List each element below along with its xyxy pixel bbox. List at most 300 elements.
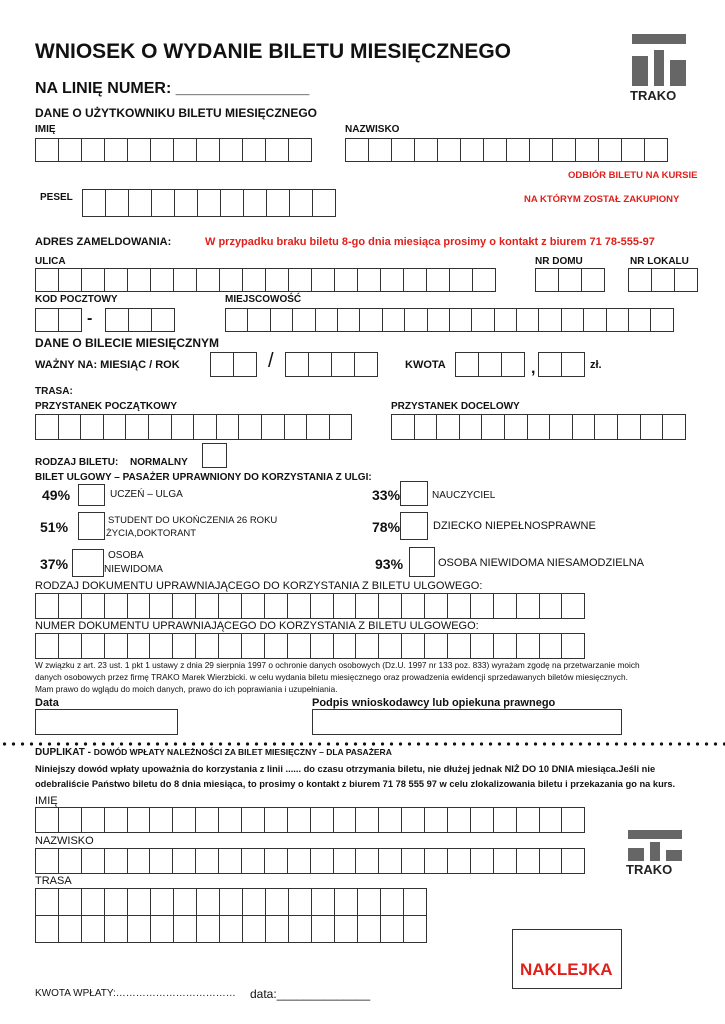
char-box[interactable] xyxy=(216,414,240,440)
char-box[interactable] xyxy=(447,633,471,659)
first-name-boxes[interactable] xyxy=(35,138,312,162)
char-box[interactable] xyxy=(241,633,265,659)
char-box[interactable] xyxy=(581,268,605,292)
char-box[interactable] xyxy=(357,915,381,943)
char-box[interactable] xyxy=(380,888,404,916)
char-box[interactable] xyxy=(219,888,243,916)
char-box[interactable] xyxy=(310,593,334,619)
char-box[interactable] xyxy=(81,915,105,943)
char-box[interactable] xyxy=(292,308,315,332)
char-box[interactable] xyxy=(436,414,460,440)
char-box[interactable] xyxy=(504,414,528,440)
char-box[interactable] xyxy=(210,352,234,377)
char-box[interactable] xyxy=(149,848,173,874)
char-box[interactable] xyxy=(312,189,336,217)
char-box[interactable] xyxy=(265,888,289,916)
char-box[interactable] xyxy=(81,633,105,659)
char-box[interactable] xyxy=(483,138,507,162)
char-box[interactable] xyxy=(572,414,596,440)
year-boxes[interactable] xyxy=(285,352,378,377)
char-box[interactable] xyxy=(449,308,472,332)
char-box[interactable] xyxy=(561,848,585,874)
char-box[interactable] xyxy=(447,807,471,833)
char-box[interactable] xyxy=(218,807,242,833)
discount-49-checkbox[interactable] xyxy=(78,484,105,506)
char-box[interactable] xyxy=(583,308,606,332)
char-box[interactable] xyxy=(561,633,585,659)
address-label: ADRES ZAMELDOWANIA: xyxy=(35,236,172,248)
char-box[interactable] xyxy=(58,807,82,833)
char-box[interactable] xyxy=(242,915,266,943)
char-box[interactable] xyxy=(105,189,129,217)
char-box[interactable] xyxy=(289,189,313,217)
char-box[interactable] xyxy=(424,593,448,619)
char-box[interactable] xyxy=(195,848,219,874)
discount-37-checkbox[interactable] xyxy=(72,549,104,577)
discount-51-checkbox[interactable] xyxy=(78,512,105,540)
char-box[interactable] xyxy=(493,633,517,659)
postal-code-boxes-1[interactable] xyxy=(35,308,82,332)
char-box[interactable] xyxy=(195,633,219,659)
char-box[interactable] xyxy=(241,807,265,833)
street-boxes[interactable] xyxy=(35,268,496,292)
duplicate-text-1: Niniejszy dowód wpłaty upoważnia do korzystania z linii ...... do czasu otrzymania biletu, nie dłużej jednak NIŻ DO 10 DNIA miesiąca.Jeśli nie xyxy=(35,764,656,774)
char-box[interactable] xyxy=(81,888,105,916)
char-box[interactable] xyxy=(149,593,173,619)
char-box[interactable] xyxy=(427,308,450,332)
char-box[interactable] xyxy=(334,268,358,292)
char-box[interactable] xyxy=(58,414,82,440)
char-box[interactable] xyxy=(539,807,563,833)
form-title: WNIOSEK O WYDANIE BILETU MIESIĘCZNEGO xyxy=(35,40,512,63)
char-box[interactable] xyxy=(150,268,174,292)
char-box[interactable] xyxy=(470,633,494,659)
char-box[interactable] xyxy=(264,593,288,619)
char-box[interactable] xyxy=(315,308,338,332)
char-box[interactable] xyxy=(354,352,378,377)
char-box[interactable] xyxy=(355,848,379,874)
char-box[interactable] xyxy=(650,308,673,332)
char-box[interactable] xyxy=(174,189,198,217)
char-box[interactable] xyxy=(127,888,151,916)
char-box[interactable] xyxy=(355,593,379,619)
char-box[interactable] xyxy=(196,915,220,943)
char-box[interactable] xyxy=(264,807,288,833)
char-box[interactable] xyxy=(127,633,151,659)
char-box[interactable] xyxy=(58,268,82,292)
char-box[interactable] xyxy=(219,268,243,292)
char-box[interactable] xyxy=(218,633,242,659)
char-box[interactable] xyxy=(196,268,220,292)
char-box[interactable] xyxy=(357,268,381,292)
char-box[interactable] xyxy=(391,138,415,162)
char-box[interactable] xyxy=(172,848,196,874)
char-box[interactable] xyxy=(414,414,438,440)
char-box[interactable] xyxy=(308,352,332,377)
char-box[interactable] xyxy=(481,414,505,440)
char-box[interactable] xyxy=(288,268,312,292)
char-box[interactable] xyxy=(287,633,311,659)
char-box[interactable] xyxy=(331,352,355,377)
char-box[interactable] xyxy=(403,915,427,943)
normal-ticket-checkbox[interactable] xyxy=(202,443,227,468)
char-box[interactable] xyxy=(558,268,582,292)
char-box[interactable] xyxy=(104,807,128,833)
char-box[interactable] xyxy=(104,915,128,943)
char-box[interactable] xyxy=(401,593,425,619)
char-box[interactable] xyxy=(493,848,517,874)
char-box[interactable] xyxy=(171,414,195,440)
char-box[interactable] xyxy=(58,593,82,619)
char-box[interactable] xyxy=(470,848,494,874)
char-box[interactable] xyxy=(195,807,219,833)
char-box[interactable] xyxy=(575,138,599,162)
last-name-boxes[interactable] xyxy=(345,138,668,162)
char-box[interactable] xyxy=(311,268,335,292)
char-box[interactable] xyxy=(494,308,517,332)
sticker-area xyxy=(512,929,622,989)
char-box[interactable] xyxy=(218,848,242,874)
char-box[interactable] xyxy=(424,633,448,659)
char-box[interactable] xyxy=(662,414,686,440)
pesel-boxes[interactable] xyxy=(82,189,336,217)
char-box[interactable] xyxy=(172,633,196,659)
char-box[interactable] xyxy=(127,915,151,943)
char-box[interactable] xyxy=(644,138,668,162)
char-box[interactable] xyxy=(345,138,369,162)
char-box[interactable] xyxy=(640,414,664,440)
discount-93-desc: OSOBA NIEWIDOMA NIESAMODZIELNA xyxy=(438,557,644,569)
char-box[interactable] xyxy=(287,848,311,874)
char-box[interactable] xyxy=(151,308,175,332)
char-box[interactable] xyxy=(598,138,622,162)
postal-code-dash: - xyxy=(87,310,93,327)
char-box[interactable] xyxy=(150,915,174,943)
doc-number-boxes[interactable] xyxy=(35,633,585,659)
char-box[interactable] xyxy=(288,888,312,916)
char-box[interactable] xyxy=(472,268,496,292)
char-box[interactable] xyxy=(378,807,402,833)
char-box[interactable] xyxy=(306,414,330,440)
char-box[interactable] xyxy=(58,308,82,332)
currency-label: zł. xyxy=(590,359,602,371)
char-box[interactable] xyxy=(455,352,479,377)
char-box[interactable] xyxy=(471,308,494,332)
char-box[interactable] xyxy=(621,138,645,162)
char-box[interactable] xyxy=(459,414,483,440)
amount-cents-boxes[interactable] xyxy=(538,352,585,377)
char-box[interactable] xyxy=(506,138,530,162)
char-box[interactable] xyxy=(35,915,59,943)
dup-last-name-boxes[interactable] xyxy=(35,848,585,874)
char-box[interactable] xyxy=(35,138,59,162)
house-number-boxes[interactable] xyxy=(535,268,605,292)
char-box[interactable] xyxy=(284,414,308,440)
char-box[interactable] xyxy=(173,915,197,943)
char-box[interactable] xyxy=(333,807,357,833)
char-box[interactable] xyxy=(535,268,559,292)
char-box[interactable] xyxy=(333,593,357,619)
char-box[interactable] xyxy=(81,138,105,162)
char-box[interactable] xyxy=(125,414,149,440)
discount-49-desc: UCZEŃ – ULGA xyxy=(110,489,183,500)
char-box[interactable] xyxy=(549,414,573,440)
char-box[interactable] xyxy=(311,915,335,943)
char-box[interactable] xyxy=(82,189,106,217)
char-box[interactable] xyxy=(355,633,379,659)
end-stop-boxes[interactable] xyxy=(391,414,686,440)
char-box[interactable] xyxy=(104,138,128,162)
char-box[interactable] xyxy=(310,807,334,833)
char-box[interactable] xyxy=(81,593,105,619)
char-box[interactable] xyxy=(127,807,151,833)
signature-field[interactable] xyxy=(312,709,622,735)
char-box[interactable] xyxy=(150,888,174,916)
char-box[interactable] xyxy=(424,848,448,874)
signature-label: Podpis wnioskodawcy lub opiekuna prawnego xyxy=(312,697,556,709)
char-box[interactable] xyxy=(527,414,551,440)
char-box[interactable] xyxy=(288,138,312,162)
char-box[interactable] xyxy=(173,268,197,292)
char-box[interactable] xyxy=(460,138,484,162)
char-box[interactable] xyxy=(242,888,266,916)
char-box[interactable] xyxy=(287,807,311,833)
char-box[interactable] xyxy=(35,633,59,659)
char-box[interactable] xyxy=(355,807,379,833)
postal-code-boxes-2[interactable] xyxy=(105,308,175,332)
char-box[interactable] xyxy=(241,593,265,619)
char-box[interactable] xyxy=(470,807,494,833)
char-box[interactable] xyxy=(404,308,427,332)
char-box[interactable] xyxy=(149,807,173,833)
char-box[interactable] xyxy=(380,915,404,943)
char-box[interactable] xyxy=(172,593,196,619)
char-box[interactable] xyxy=(35,848,59,874)
char-box[interactable] xyxy=(516,308,539,332)
char-box[interactable] xyxy=(285,352,309,377)
char-box[interactable] xyxy=(219,915,243,943)
char-box[interactable] xyxy=(287,593,311,619)
dup-first-name-boxes[interactable] xyxy=(35,807,585,833)
char-box[interactable] xyxy=(424,807,448,833)
char-box[interactable] xyxy=(104,593,128,619)
month-boxes[interactable] xyxy=(210,352,257,377)
char-box[interactable] xyxy=(561,352,585,377)
char-box[interactable] xyxy=(80,414,104,440)
char-box[interactable] xyxy=(127,593,151,619)
char-box[interactable] xyxy=(449,268,473,292)
char-box[interactable] xyxy=(238,414,262,440)
char-box[interactable] xyxy=(310,848,334,874)
char-box[interactable] xyxy=(401,848,425,874)
char-box[interactable] xyxy=(270,308,293,332)
char-box[interactable] xyxy=(403,888,427,916)
char-box[interactable] xyxy=(378,848,402,874)
char-box[interactable] xyxy=(265,915,289,943)
char-box[interactable] xyxy=(382,308,405,332)
char-box[interactable] xyxy=(197,189,221,217)
char-box[interactable] xyxy=(103,414,127,440)
dup-route-boxes[interactable] xyxy=(35,888,427,943)
discount-93-checkbox[interactable] xyxy=(409,547,435,577)
char-box[interactable] xyxy=(193,414,217,440)
char-box[interactable] xyxy=(288,915,312,943)
char-box[interactable] xyxy=(368,138,392,162)
city-boxes[interactable] xyxy=(225,308,674,332)
char-box[interactable] xyxy=(58,915,82,943)
discount-heading: BILET ULGOWY – PASAŻER UPRAWNIONY DO KORZYSTANIA Z ULGI: xyxy=(35,472,372,483)
char-box[interactable] xyxy=(378,633,402,659)
char-box[interactable] xyxy=(35,593,59,619)
discount-78-desc: DZIECKO NIEPEŁNOSPRAWNE xyxy=(433,520,596,532)
char-box[interactable] xyxy=(516,848,540,874)
payment-date-label: data:______________ xyxy=(250,987,371,1001)
char-box[interactable] xyxy=(241,848,265,874)
char-box[interactable] xyxy=(148,414,172,440)
char-box[interactable] xyxy=(264,633,288,659)
char-box[interactable] xyxy=(447,593,471,619)
char-box[interactable] xyxy=(378,593,402,619)
char-box[interactable] xyxy=(539,848,563,874)
char-box[interactable] xyxy=(247,308,270,332)
char-box[interactable] xyxy=(401,633,425,659)
char-box[interactable] xyxy=(403,268,427,292)
char-box[interactable] xyxy=(561,593,585,619)
char-box[interactable] xyxy=(127,268,151,292)
char-box[interactable] xyxy=(333,633,357,659)
char-box[interactable] xyxy=(538,308,561,332)
char-box[interactable] xyxy=(516,633,540,659)
char-box[interactable] xyxy=(333,848,357,874)
char-box-row xyxy=(35,915,427,943)
char-box[interactable] xyxy=(674,268,698,292)
char-box[interactable] xyxy=(196,138,220,162)
char-box[interactable] xyxy=(311,888,335,916)
char-box[interactable] xyxy=(35,414,59,440)
char-box[interactable] xyxy=(173,138,197,162)
char-box[interactable] xyxy=(58,138,82,162)
char-box[interactable] xyxy=(127,138,151,162)
char-box[interactable] xyxy=(561,308,584,332)
char-box[interactable] xyxy=(265,268,289,292)
char-box[interactable] xyxy=(426,268,450,292)
char-box[interactable] xyxy=(329,414,353,440)
char-box[interactable] xyxy=(266,189,290,217)
char-box[interactable] xyxy=(151,189,175,217)
char-box[interactable] xyxy=(264,848,288,874)
char-box[interactable] xyxy=(128,308,152,332)
char-box[interactable] xyxy=(401,807,425,833)
char-box[interactable] xyxy=(261,414,285,440)
char-box[interactable] xyxy=(606,308,629,332)
amount-whole-boxes[interactable] xyxy=(455,352,525,377)
char-box[interactable] xyxy=(81,848,105,874)
char-box[interactable] xyxy=(447,848,471,874)
char-box[interactable] xyxy=(539,593,563,619)
discount-33-checkbox[interactable] xyxy=(400,481,428,506)
char-box[interactable] xyxy=(437,138,461,162)
char-box[interactable] xyxy=(243,189,267,217)
char-box[interactable] xyxy=(35,308,59,332)
date-field[interactable] xyxy=(35,709,178,735)
char-box[interactable] xyxy=(493,593,517,619)
char-box[interactable] xyxy=(478,352,502,377)
char-box[interactable] xyxy=(334,915,358,943)
normal-ticket-label: NORMALNY xyxy=(130,457,188,468)
char-box[interactable] xyxy=(150,138,174,162)
char-box[interactable] xyxy=(357,888,381,916)
char-box[interactable] xyxy=(310,633,334,659)
char-box[interactable] xyxy=(470,593,494,619)
char-box[interactable] xyxy=(628,268,652,292)
char-box[interactable] xyxy=(493,807,517,833)
char-box[interactable] xyxy=(516,807,540,833)
char-box[interactable] xyxy=(359,308,382,332)
char-box[interactable] xyxy=(35,807,59,833)
char-box[interactable] xyxy=(561,807,585,833)
char-box[interactable] xyxy=(225,308,248,332)
char-box[interactable] xyxy=(233,352,257,377)
char-box[interactable] xyxy=(128,189,152,217)
char-box[interactable] xyxy=(58,888,82,916)
flat-number-boxes[interactable] xyxy=(628,268,698,292)
char-box[interactable] xyxy=(172,807,196,833)
char-box[interactable] xyxy=(617,414,641,440)
char-box[interactable] xyxy=(81,268,105,292)
char-box[interactable] xyxy=(149,633,173,659)
char-box[interactable] xyxy=(219,138,243,162)
char-box[interactable] xyxy=(529,138,553,162)
char-box[interactable] xyxy=(196,888,220,916)
char-box[interactable] xyxy=(218,593,242,619)
char-box[interactable] xyxy=(594,414,618,440)
char-box[interactable] xyxy=(173,888,197,916)
dup-last-name-label: NAZWISKO xyxy=(35,835,94,847)
char-box[interactable] xyxy=(127,848,151,874)
char-box[interactable] xyxy=(391,414,415,440)
char-box[interactable] xyxy=(539,633,563,659)
start-stop-boxes[interactable] xyxy=(35,414,352,440)
char-box[interactable] xyxy=(380,268,404,292)
char-box[interactable] xyxy=(81,807,105,833)
char-box[interactable] xyxy=(337,308,360,332)
char-box[interactable] xyxy=(334,888,358,916)
char-box[interactable] xyxy=(104,848,128,874)
char-box[interactable] xyxy=(242,268,266,292)
char-box[interactable] xyxy=(242,138,266,162)
char-box[interactable] xyxy=(552,138,576,162)
char-box[interactable] xyxy=(58,633,82,659)
char-box[interactable] xyxy=(195,593,219,619)
char-box[interactable] xyxy=(35,268,59,292)
char-box[interactable] xyxy=(501,352,525,377)
char-box[interactable] xyxy=(35,888,59,916)
char-box[interactable] xyxy=(104,268,128,292)
char-box[interactable] xyxy=(58,848,82,874)
char-box[interactable] xyxy=(104,888,128,916)
char-box[interactable] xyxy=(516,593,540,619)
char-box[interactable] xyxy=(105,308,129,332)
char-box[interactable] xyxy=(628,308,651,332)
char-box[interactable] xyxy=(220,189,244,217)
discount-78-checkbox[interactable] xyxy=(400,512,428,540)
char-box[interactable] xyxy=(104,633,128,659)
char-box[interactable] xyxy=(265,138,289,162)
doc-type-boxes[interactable] xyxy=(35,593,585,619)
char-box[interactable] xyxy=(651,268,675,292)
char-box[interactable] xyxy=(414,138,438,162)
char-box[interactable] xyxy=(538,352,562,377)
